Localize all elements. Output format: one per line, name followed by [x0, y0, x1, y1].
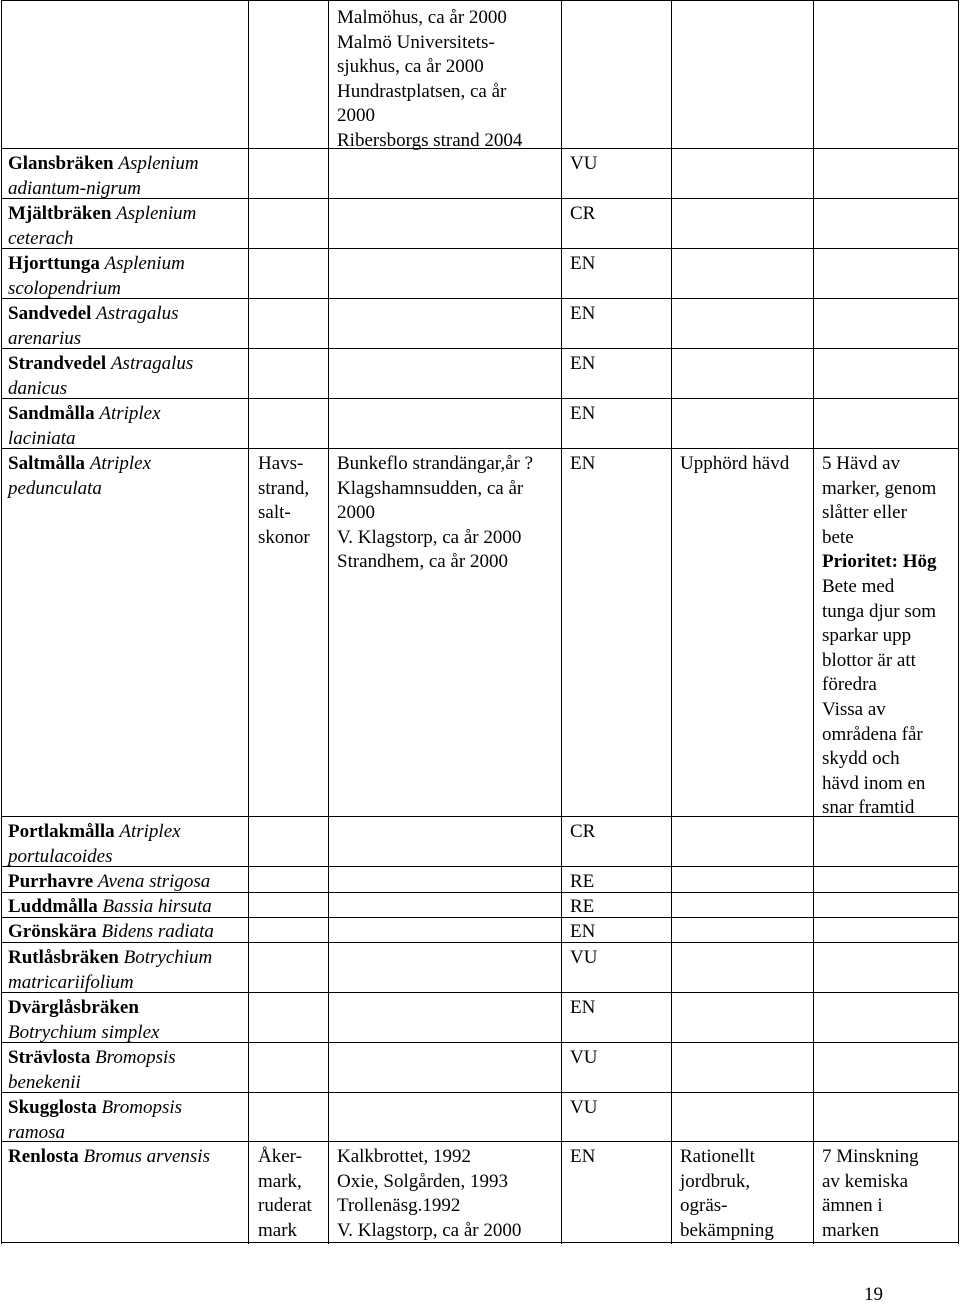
measure-cell — [822, 1145, 919, 1243]
col-divider-4 — [671, 0, 672, 1244]
locality-line: V. Klagstorp, ca år 2000 — [337, 1219, 522, 1241]
locality-line: Klagshamnsudden, ca år — [337, 477, 524, 499]
species-cell: Grönskära Bidens radiata — [8, 921, 214, 942]
species-cell: Renlosta Bromus arvensis — [8, 1146, 210, 1167]
threat-line: ogräs- — [680, 1195, 728, 1217]
status-code: EN — [570, 997, 596, 1018]
measure-line: ämnen i — [822, 1195, 883, 1217]
localities-cell — [337, 1145, 521, 1243]
priority-label: Prioritet: Hög — [822, 551, 937, 573]
measure-line: Vissa av — [822, 698, 886, 720]
col-divider-1 — [248, 0, 249, 1244]
species-cell: Glansbräken Asplenium adiantum-nigrum — [8, 153, 199, 199]
locality-line: Hundrastplatsen, ca år — [337, 80, 507, 102]
status-code: VU — [570, 1047, 598, 1068]
locality-line: Malmö Universitets- — [337, 31, 495, 53]
measure-line: Bete med — [822, 575, 895, 597]
measure-line: sparkar upp — [822, 625, 912, 647]
species-cell: Luddmålla Bassia hirsuta — [8, 896, 212, 917]
col-divider-5 — [813, 0, 814, 1244]
status-code: CR — [570, 203, 596, 224]
measure-line: blottor är att — [822, 649, 916, 671]
status-code: EN — [570, 253, 596, 274]
species-cell: Dvärglåsbräken Botrychium simplex — [8, 997, 160, 1043]
species-cell: Strävlosta Bromopsis benekenii — [8, 1047, 176, 1093]
species-cell: Sandvedel Astragalus arenarius — [8, 303, 179, 349]
locality-line: Trollenäsg.1992 — [337, 1195, 461, 1217]
table-border-right — [958, 0, 959, 1244]
measure-line: slåtter eller — [822, 502, 907, 524]
species-cell: Skugglosta Bromopsis ramosa — [8, 1097, 183, 1143]
habitat-cell — [258, 452, 310, 550]
table-border-top — [1, 0, 959, 1]
locality-line: Malmöhus, ca år 2000 — [337, 7, 507, 28]
localities-cell — [337, 452, 533, 575]
measure-line: skydd och — [822, 748, 900, 770]
measure-line: hävd inom en — [822, 772, 926, 794]
locality-line: 2000 — [337, 502, 375, 524]
threat-line: Upphörd hävd — [680, 453, 790, 474]
locality-line: sjukhus, ca år 2000 — [337, 56, 484, 78]
threat-line: jordbruk, — [680, 1170, 751, 1192]
col-divider-2 — [328, 0, 329, 1244]
status-code: EN — [570, 303, 596, 324]
threat-line: Rationellt — [680, 1146, 755, 1167]
measure-line: av kemiska — [822, 1170, 909, 1192]
status-code: CR — [570, 821, 596, 842]
status-code: VU — [570, 1097, 598, 1118]
locality-line: V. Klagstorp, ca år 2000 — [337, 526, 522, 548]
species-cell: Portlakmålla Atriplex portulacoides — [8, 821, 181, 867]
species-cell: Sandmålla Atriplex laciniata — [8, 403, 161, 449]
species-cell: Saltmålla Atriplex pedunculata — [8, 453, 152, 499]
col-divider-3 — [561, 0, 562, 1244]
status-code: EN — [570, 353, 596, 374]
status-code: EN — [570, 453, 596, 474]
locality-line: Strandhem, ca år 2000 — [337, 551, 508, 573]
locality-line: Oxie, Solgården, 1993 — [337, 1170, 508, 1192]
species-cell: Mjältbräken Asplenium ceterach — [8, 203, 197, 249]
status-code: EN — [570, 1146, 596, 1167]
measure-line: marken — [822, 1219, 879, 1241]
measure-line: bete — [822, 526, 854, 548]
table-border-left — [1, 0, 2, 1244]
measure-line: områdena får — [822, 723, 923, 745]
measure-cell — [822, 452, 936, 821]
habitat-line: skonor — [258, 526, 310, 548]
habitat-line: mark, — [258, 1170, 302, 1192]
header-localities — [337, 6, 522, 154]
threat-cell — [680, 1145, 774, 1243]
status-code: EN — [570, 921, 596, 942]
locality-line: Bunkeflo strandängar,år ? — [337, 453, 534, 474]
status-code: VU — [570, 153, 598, 174]
measure-line: 7 Minskning — [822, 1146, 919, 1167]
habitat-line: Havs- — [258, 453, 304, 474]
species-cell: Strandvedel Astragalus danicus — [8, 353, 194, 399]
measure-line: föredra — [822, 674, 877, 696]
locality-line: Kalkbrottet, 1992 — [337, 1146, 472, 1167]
species-cell: Rutlåsbräken Botrychium matricariifolium — [8, 947, 213, 993]
habitat-line: Åker- — [258, 1146, 302, 1167]
status-code: EN — [570, 403, 596, 424]
habitat-line: ruderat — [258, 1195, 312, 1217]
measure-line: snar framtid — [822, 797, 915, 819]
habitat-line: mark — [258, 1219, 298, 1241]
measure-line: 5 Hävd av — [822, 453, 901, 474]
status-code: VU — [570, 947, 598, 968]
habitat-line: salt- — [258, 502, 291, 524]
habitat-cell — [258, 1145, 312, 1243]
status-code: RE — [570, 871, 595, 892]
threat-cell — [680, 452, 789, 477]
measure-line: tunga djur som — [822, 600, 936, 622]
locality-line: Ribersborgs strand 2004 — [337, 129, 523, 151]
threat-line: bekämpning — [680, 1219, 774, 1241]
status-code: RE — [570, 896, 595, 917]
page-number: 19 — [864, 1284, 883, 1305]
habitat-line: strand, — [258, 477, 310, 499]
species-cell: Purrhavre Avena strigosa — [8, 871, 211, 892]
locality-line: 2000 — [337, 105, 375, 127]
measure-line: marker, genom — [822, 477, 937, 499]
species-cell: Hjorttunga Asplenium scolopendrium — [8, 253, 185, 299]
row-divider — [1, 816, 959, 817]
